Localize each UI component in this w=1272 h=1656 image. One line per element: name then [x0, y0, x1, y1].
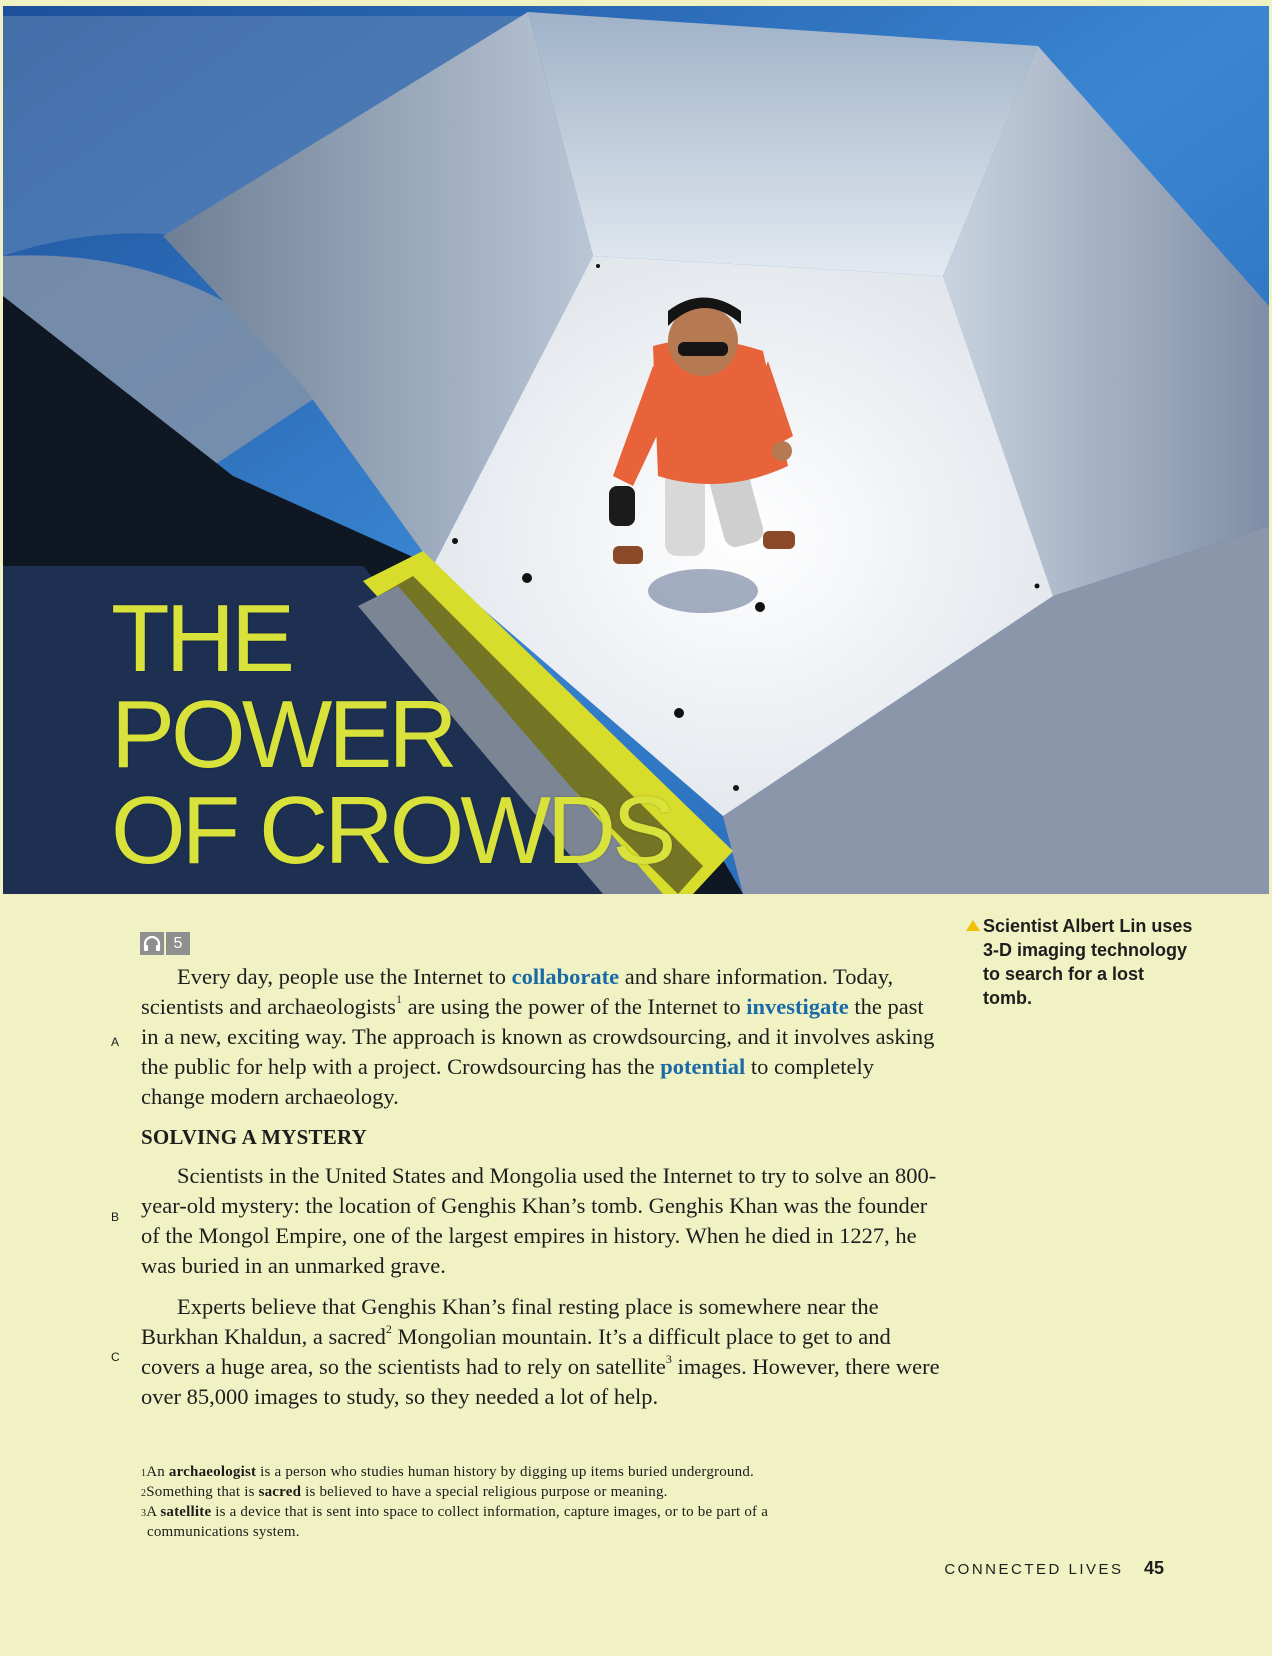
paragraph-marker-c: C	[111, 1350, 120, 1364]
paragraph-c	[141, 1292, 941, 1412]
footnote-3	[141, 1502, 901, 1522]
footnote-ref-3[interactable]: 3	[665, 1352, 672, 1366]
footnote-term: archaeologist	[168, 1464, 257, 1480]
footnote-number: 3	[141, 1508, 147, 1519]
paragraph-a-text-1: Every day, people use the Internet to	[177, 964, 512, 989]
vocab-investigate[interactable]: investigate	[746, 994, 849, 1019]
paragraph-a-text-5: to completely change modern archaeology.	[141, 1054, 874, 1109]
footnote-number: 2	[141, 1488, 147, 1499]
paragraph-c-text-3: images. However, there were over 85,000 images to study, so they needed a lot of help.	[141, 1354, 940, 1409]
footnote-2	[141, 1482, 901, 1502]
footnote-text: An	[146, 1464, 169, 1480]
footnote-text: A	[146, 1504, 161, 1520]
footnote-number: 1	[141, 1468, 147, 1479]
paragraph-a-text-2: and share information. Today, scientists and archaeologists	[141, 964, 894, 1019]
title-line-3: OF CROWDS	[111, 777, 673, 884]
title-line-1: THE	[111, 585, 291, 692]
page-number: 45	[1143, 1558, 1164, 1578]
article-title	[111, 585, 673, 884]
vocab-collaborate[interactable]: collaborate	[511, 964, 620, 989]
title-line-2: POWER	[111, 681, 454, 788]
footnote-ref-2[interactable]: 2	[385, 1322, 392, 1336]
footnote-text: Something that is	[146, 1484, 259, 1500]
footnote-term: satellite	[160, 1504, 212, 1520]
footnote-text: is a person who studies human history by digging up items buried underground.	[256, 1464, 754, 1480]
paragraph-marker-b: B	[111, 1210, 120, 1224]
article-body	[141, 962, 941, 1412]
caption-triangle-icon	[966, 920, 980, 931]
footnote-text: is believed to have a special religious purpose or meaning.	[301, 1484, 668, 1500]
footnote-text: is a device that is sent into space to collect information, capture images, or to be part of a	[211, 1504, 769, 1520]
section-heading: SOLVING A MYSTERY	[141, 1125, 367, 1149]
photo-caption	[966, 914, 1196, 1010]
page-footer	[944, 1558, 1164, 1579]
paragraph-a-text-3: are using the power of the Internet to	[401, 994, 747, 1019]
paragraph-b: Scientists in the United States and Mongolia used the Internet to try to solve an 800-year-old mystery: the location of Genghis Khan’s tomb. Genghis Khan was the founder of the Mongol Empire, one of the largest empires in history. When he died in 1227, he was buried in an unmarked grave.	[141, 1163, 937, 1278]
headphones-icon[interactable]	[140, 932, 164, 955]
audio-track-number[interactable]: 5	[166, 932, 190, 955]
paragraph-c-text-1: Experts believe that Genghis Khan’s final resting place is somewhere near the Burkhan Khaldun, a sacred	[141, 1294, 879, 1349]
paragraph-a	[141, 962, 941, 1112]
caption-text: Scientist Albert Lin uses 3-D imaging technology to search for a lost tomb.	[983, 916, 1193, 1008]
audio-track-badge[interactable]	[140, 932, 190, 955]
paragraph-a-text-4: the past in a new, exciting way. The approach is known as crowdsourcing, and it involves asking the public for help with a project. Crowdsourcing has the	[141, 994, 935, 1079]
footnote-term: sacred	[258, 1484, 302, 1500]
paragraph-marker-a: A	[111, 1035, 120, 1049]
footnote-ref-1[interactable]: 1	[395, 992, 402, 1006]
hero-photo	[3, 6, 1269, 894]
footnote-1	[141, 1462, 901, 1482]
vocab-potential[interactable]: potential	[660, 1054, 746, 1079]
footer-section-title: CONNECTED LIVES	[944, 1561, 1124, 1578]
paragraph-c-text-2: Mongolian mountain. It’s a difficult place to get to and covers a huge area, so the scientists had to rely on satellite	[141, 1324, 891, 1379]
footnotes	[141, 1462, 901, 1542]
footnote-3-continued: communications system.	[147, 1524, 300, 1540]
